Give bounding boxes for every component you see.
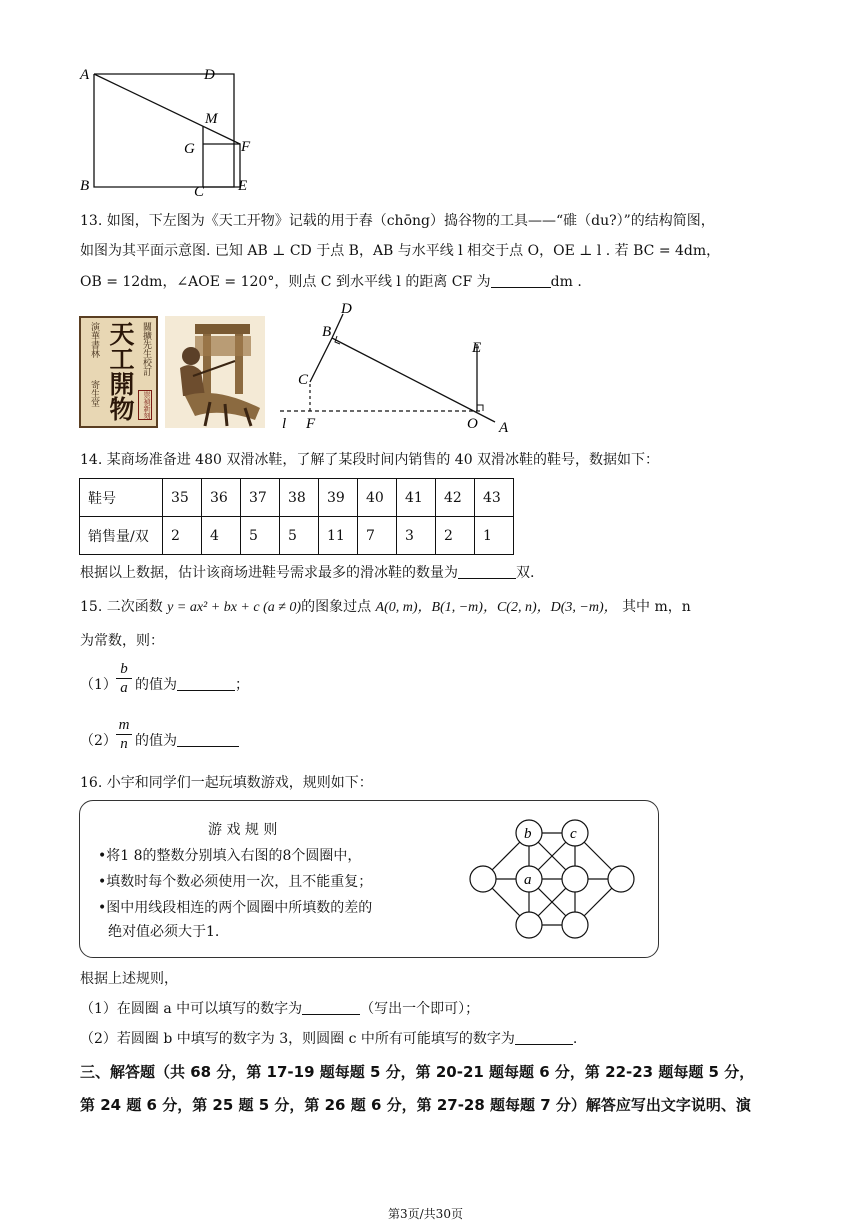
bullet: •: [98, 874, 107, 890]
shoe-size-table: [79, 478, 514, 555]
q15-part1-label: （1）: [80, 677, 117, 693]
q15-constants: 其中 m，n: [622, 599, 691, 615]
table-cell: 7: [358, 517, 397, 555]
circle-graph: [465, 815, 645, 945]
label-E: E: [472, 340, 482, 356]
circle-label-b: b: [524, 826, 532, 842]
rule-item-cont: 绝对值必须大于1.: [108, 924, 220, 940]
q16-part1-blank[interactable]: [302, 1000, 360, 1015]
q15-part1-text: [135, 674, 249, 694]
circle-label-c: c: [570, 826, 577, 842]
q15-part2-label: （2）: [80, 733, 117, 749]
q16-part2-end: .: [572, 1031, 578, 1047]
table-cell: 5: [280, 517, 319, 555]
q14-conclusion-text: 根据以上数据，估计该商场进鞋号需求最多的滑冰鞋的数量为: [80, 565, 458, 581]
book-cover-image: [79, 316, 158, 428]
q16-part1-end: （写出一个即可）；: [360, 1001, 480, 1017]
label-C: C: [298, 372, 309, 388]
rules-title: 游 戏 规 则: [208, 822, 278, 838]
table-cell: 销售量/双: [80, 517, 163, 555]
q13-answer-blank[interactable]: [491, 273, 551, 288]
q16-intro: 16. 小宇和同学们一起玩填数游戏，规则如下：: [80, 775, 373, 791]
label-B: B: [80, 178, 90, 194]
q15-label: 15. 二次函数: [80, 599, 163, 615]
bullet: •: [98, 900, 107, 916]
q15-part1-end: ；: [235, 677, 249, 693]
label-D: D: [341, 301, 352, 317]
table-cell: 2: [163, 517, 202, 555]
label-l: l: [282, 416, 287, 432]
q14-answer-blank[interactable]: [458, 564, 516, 579]
label-B: B: [322, 324, 332, 340]
q15-part1-fraction: [116, 660, 132, 697]
q15-part2-fraction: [116, 716, 132, 753]
game-rules-box: [79, 800, 659, 958]
q15-part2-text: [135, 730, 239, 750]
q15-part1-label-text: 的值为: [135, 677, 177, 693]
table-cell: 3: [397, 517, 436, 555]
table-cell: 42: [436, 479, 475, 517]
table-cell: 鞋号: [80, 479, 163, 517]
book-side-right: 關擴先生校訂: [141, 322, 151, 376]
table-row: [80, 479, 514, 517]
q15-formula: y = ax² + bx + c (a ≠ 0): [167, 600, 302, 615]
label-F: F: [241, 139, 251, 155]
lever-geometry-figure: [280, 296, 520, 436]
table-cell: 43: [475, 479, 514, 517]
rule-text: 将1 8的整数分别填入右图的8个圆圈中，: [106, 848, 362, 864]
book-side-left: 演華書林: [89, 322, 99, 358]
table-cell: 11: [319, 517, 358, 555]
table-cell: 1: [475, 517, 514, 555]
bullet: •: [98, 848, 107, 864]
q15-part1-blank[interactable]: [177, 676, 235, 691]
book-stamp: 崇禎新刻: [138, 390, 152, 420]
q13-unit: dm .: [550, 274, 582, 290]
q14-intro: 14. 某商场准备进 480 双滑冰鞋，了解了某段时间内销售的 40 双滑冰鞋的鞋号，数据如下：: [80, 452, 660, 468]
section3-line2: 第 24 题 6 分，第 25 题 5 分，第 26 题 6 分，第 27-28 题每题 7 分）解答应写出文字说明、演: [80, 1096, 751, 1114]
q13-line2: 如图为其平面示意图. 已知 AB ⊥ CD 于点 B，AB 与水平线 l 相交于点 O，OE ⊥ l . 若 BC = 4dm，: [80, 243, 721, 259]
q16-part2-blank[interactable]: [515, 1030, 573, 1045]
label-F: F: [306, 416, 316, 432]
q15-part2-blank[interactable]: [177, 732, 239, 747]
q13-line1: 13. 如图，下左图为《天工开物》记载的用于舂（chōng）捣谷物的工具——“碓（du?）”的结构简图，: [80, 213, 715, 229]
q15-part2-label-text: 的值为: [135, 733, 177, 749]
pounding-tool-illustration: [165, 316, 265, 428]
label-C: C: [194, 184, 205, 200]
label-G: G: [184, 141, 195, 157]
table-cell: 40: [358, 479, 397, 517]
book-title: 天工開物: [106, 321, 135, 421]
rule-text: 填数时每个数必须使用一次，且不能重复；: [106, 874, 373, 890]
rule-item: [98, 897, 372, 917]
table-cell: 5: [241, 517, 280, 555]
q15-line1: [80, 596, 691, 616]
label-E: E: [238, 178, 248, 194]
table-cell: 38: [280, 479, 319, 517]
rule-text: 图中用线段相连的两个圆圈中所填数的差的: [106, 900, 373, 916]
page-footer: 第3页/共30页: [388, 1207, 463, 1221]
fraction-numerator: b: [120, 661, 128, 677]
book-side-left2: 寄生堂: [89, 380, 99, 407]
table-cell: 39: [319, 479, 358, 517]
q16-part1: [80, 998, 479, 1018]
q13-line3-text: OB = 12dm，∠AOE = 120°，则点 C 到水平线 l 的距离 CF 为: [80, 274, 491, 290]
label-O: O: [467, 416, 478, 432]
q16-after: 根据上述规则，: [80, 971, 178, 987]
q14-unit: 双.: [516, 565, 535, 581]
label-M: M: [205, 111, 218, 127]
label-A: A: [80, 67, 90, 83]
table-cell: 2: [436, 517, 475, 555]
q15-text: 的图象过点: [301, 599, 372, 615]
fraction-denominator: n: [120, 736, 128, 752]
label-D: D: [204, 67, 215, 83]
circle-label-a: a: [524, 872, 532, 888]
section3-line1: 三、解答题（共 68 分，第 17-19 题每题 5 分，第 20-21 题每题 6 分，第 22-23 题每题 5 分，: [80, 1063, 755, 1081]
fraction-denominator: a: [120, 680, 128, 696]
q16-part2: [80, 1028, 577, 1048]
q16-part2-text: （2）若圆圈 b 中填写的数字为 3，则圆圈 c 中所有可能填写的数字为: [80, 1031, 515, 1047]
square-figure: [70, 60, 270, 200]
fraction-numerator: m: [118, 717, 130, 733]
label-A: A: [499, 420, 509, 436]
q15-line2: 为常数，则：: [80, 633, 164, 649]
table-cell: 35: [163, 479, 202, 517]
rule-item: [98, 871, 372, 891]
table-cell: 36: [202, 479, 241, 517]
table-row: [80, 517, 514, 555]
q16-part1-text: （1）在圆圈 a 中可以填写的数字为: [80, 1001, 303, 1017]
rule-item: [98, 845, 361, 865]
q13-line3: [80, 271, 582, 291]
table-cell: 37: [241, 479, 280, 517]
q15-points: A(0, m)，B(1, −m)，C(2, n)，D(3, −m)，: [375, 600, 618, 615]
table-cell: 41: [397, 479, 436, 517]
table-cell: 4: [202, 517, 241, 555]
q14-conclusion: [80, 562, 534, 582]
